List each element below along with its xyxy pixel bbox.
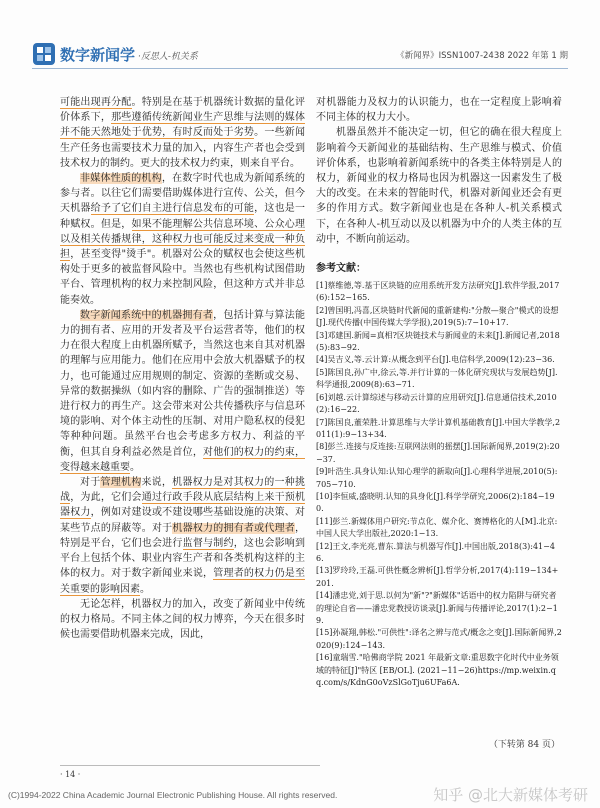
page-header xyxy=(0,40,600,70)
reference-item: [3]邓建国.新闻=真相?区块链技术与新闻业的未来[J].新闻记者,2018(5):83−92. xyxy=(316,330,560,353)
copyright-notice: (C)1994-2022 China Academic Journal Electronic Publishing House. All rights reserved. xyxy=(8,790,338,800)
underlined-text: 那些遵循传统新闻业生产思维与法则的媒体并不能天然地处于优势，有时反而处于劣势 xyxy=(60,112,306,139)
continued-note: （下转第 84 页） xyxy=(488,740,560,750)
journal-section-title: 数字新闻学 xyxy=(60,46,136,64)
body-text: ，特别是平台，它们也会进行 xyxy=(60,522,306,549)
left-column xyxy=(60,95,305,642)
reference-item: [7]陈国良,董荣胜.计算思维与大学计算机基础教育[J].中国大学教学,2011(1):9−13+34. xyxy=(316,417,561,439)
body-text: 无论怎样，机器权力的加入，改变了新闻业中传统的权力格局。不同主体之间的权力博弈，今天在很多时候也需要借助机器来完成，因此， xyxy=(60,598,305,641)
paragraph xyxy=(316,95,562,125)
highlighted-text: 非媒体性质的机构 xyxy=(80,173,162,185)
body-text: 对于 xyxy=(80,477,101,489)
page-number: · 14 · xyxy=(60,770,81,779)
journal-logo-icon xyxy=(32,42,56,66)
underlined-text: 对他们的权力的约束，变得越来越重要 xyxy=(60,446,306,473)
reference-item: [9]叶浩生.具身认知:认知心理学的新取向[J].心理科学进展,2010(5):705−710. xyxy=(316,467,558,489)
underlined-text: 监督与制约 xyxy=(182,537,234,549)
highlighted-text: 机器权力的拥有者或代理者 xyxy=(172,522,296,534)
reference-item: [15]孙凝翔,韩松."可供性":译名之辨与范式/概念之变[J].国际新闻界,2020(9):124−143. xyxy=(316,628,562,650)
body-text: ，为此，它们会 xyxy=(70,492,142,504)
body-text: ，例如对建设或不建设哪些基础设施的决策、对某些节点的屏蔽等。对于 xyxy=(60,507,306,534)
underlined-text: 管理者的权力仍是至关重要的影响因素 xyxy=(60,568,306,595)
journal-section-subtitle: ·反思人-机关系 xyxy=(138,52,198,62)
reference-item: [14]潘忠党,刘于思.以何为"新"?"新媒体"话语中的权力陷阱与研究者的理论自省——潘忠党教授访谈录[J].新闻与传播评论,2017(1):2−19. xyxy=(316,591,558,625)
highlighted-text: 管理机构 xyxy=(100,477,142,489)
reference-item: [2]曾国明,冯喜,区块链时代新闻的重新建构:"分散—聚合"模式的设想[J].现代传播(中国传媒大学学报),2019(5):7−10+17. xyxy=(316,305,559,328)
paragraph xyxy=(316,125,562,247)
underlined-text: 如果不能理解公共信息环境、公众心理以及相关传播规律，这种权力也可能反过来变成一种负担 xyxy=(60,218,306,261)
body-text: 。一些新闻生产任务也需要技术力量的加入，内容生产者也会受到技术权力的制约。更大的技术权力约束，则来自平台。 xyxy=(60,127,306,169)
reference-item: [4]吴吉义,等.云计算:从概念到平台[J].电信科学,2009(12):23−36. xyxy=(316,355,555,365)
body-text: 对机器能力及权力的认识能力，也在一定程度上影响着不同主体的权力大小。 xyxy=(316,97,562,124)
reference-item: [8]彭兰.连接与反连接:互联网法则的摇摆[J].国际新闻界,2019(2):20−37. xyxy=(316,442,560,464)
body-text: 机器虽然并不能决定一切，但它的确在很大程度上影响着今天新闻业的基础结构、生产思维与模式、价值评价体系，也影响着新闻系统中的各类主体特别是人的权力，新闻业的权力格局也因为机器这一因素发生了极大的改变。在未来的智能时代，机器对新闻业还会有更多的作用方式。数字新闻业也是在各种人-机关系模式下，在各种人-机互动以及以机器为中介的人类主体的互动中，不断向前运动。 xyxy=(316,127,562,245)
highlighted-text: 数字新闻系统中的机器拥有者 xyxy=(80,309,214,321)
references-title: 参考文献： xyxy=(316,263,366,275)
underlined-text: 通过行政手段从底层结构上来干预机器权力 xyxy=(60,492,306,519)
right-column-body xyxy=(316,95,562,247)
reference-item: [10]李恒威,盛晓明.认知的具身化[J].科学学研究,2006(2):184−190. xyxy=(316,491,555,514)
reference-item: [6]刘越.云计算综述与移动云计算的应用研究[J].信息通信技术,2010(2):16−22. xyxy=(316,392,557,415)
body-text: 。特别是在基于机器统计数据的量化评价体系下， xyxy=(60,97,306,124)
body-text: 。 xyxy=(140,583,150,595)
reference-item: [13]罗玲玲,王磊.可供性概念辨析[J].哲学分析,2017(4):119−134+201. xyxy=(316,566,559,588)
references-list xyxy=(316,280,562,689)
paragraph xyxy=(60,308,305,475)
reference-item: [12]王文,李光亮,曹东.算法与机器写作[J].中国出版,2018(3):41−46. xyxy=(316,541,555,563)
watermark-text: 知乎 @北大新媒体考研 xyxy=(433,786,588,804)
header-divider xyxy=(32,68,568,69)
underlined-text: 机器权力是对其权力的一种挑战 xyxy=(60,477,306,504)
body-text: 。 xyxy=(130,461,140,473)
paragraph xyxy=(60,475,305,597)
reference-item: [5]陈国良,孙广中,徐云,等.并行计算的一体化研究现状与发展趋势[J].科学通报,2009(8):63−71. xyxy=(316,367,558,390)
body-text: ，甚至变得"烫手"。机器对公众的赋权也会使这些机构处于更多的被监督风险中。当然也有些机构试图借助平台、管理机构的权力来控制风险，但这种方式并非总能奏效。 xyxy=(60,249,306,306)
paragraph xyxy=(60,597,305,643)
paragraph xyxy=(60,171,305,308)
body-text: ，包括计算与算法能力的拥有者、应用的开发者及平台运营者等，他们的权力在很大程度上由机器所赋予，当然这也来自其对机器的理解与应用能力。他们在应用中会放大机器赋予的权力，也可能通过应用规则的制定、资源的垄断或交易、异常的数据操纵（如内容的删除、广告的强制推送）等进行权力的再生产。这会带来对公共传播秩序与信息环境的影响、对个体主动性的压制、对用户隐私权的侵犯等种种问题。虽然平台也会考虑多方权力、利益的平衡，但其自身利益必然是首位， xyxy=(60,309,306,458)
body-text: 来说， xyxy=(141,477,173,489)
paragraph xyxy=(60,95,305,171)
journal-issue-info: 《新闻界》ISSN1007-2438 2022 年第 1 期 xyxy=(396,51,568,61)
body-text: ，这也是一种赋权。但是， xyxy=(60,203,306,230)
reference-item: [1]蔡维德,等.基于区块链的应用系统开发方法研究[J].软件学报,2017(6):152−165. xyxy=(316,281,560,303)
underlined-text: 给予了它们自主进行信息发布的可能 xyxy=(90,203,255,215)
footer-divider xyxy=(60,765,320,766)
right-column xyxy=(316,95,562,689)
reference-item: [16]童瑞雪."哈佛商学院 2021 年最新文章:重思数字化时代中业务领域的特征[J]"特区 [EB/OL]. (2021−11−26)https://mp.weixin.qq.com/s/KdnG0oVzSlGoTju6UFa6A. xyxy=(316,653,559,688)
reference-item: [11]彭兰.新媒体用户研究:节点化、媒介化、赛博格化的人[M].北京:中国人民大学出版社,2020:1−13. xyxy=(316,516,558,539)
body-text: ，这也会影响到平台上包括个体、职业内容生产者和各类机构这样的主体的权力。对于数字新闻业来说， xyxy=(60,537,306,580)
body-text: ，在数字时代也成为新闻系统的参与者。以往它们需要借助媒体进行宣传、公关，但今天机器 xyxy=(60,173,306,215)
underlined-text: 可能出现再分配 xyxy=(60,97,132,108)
